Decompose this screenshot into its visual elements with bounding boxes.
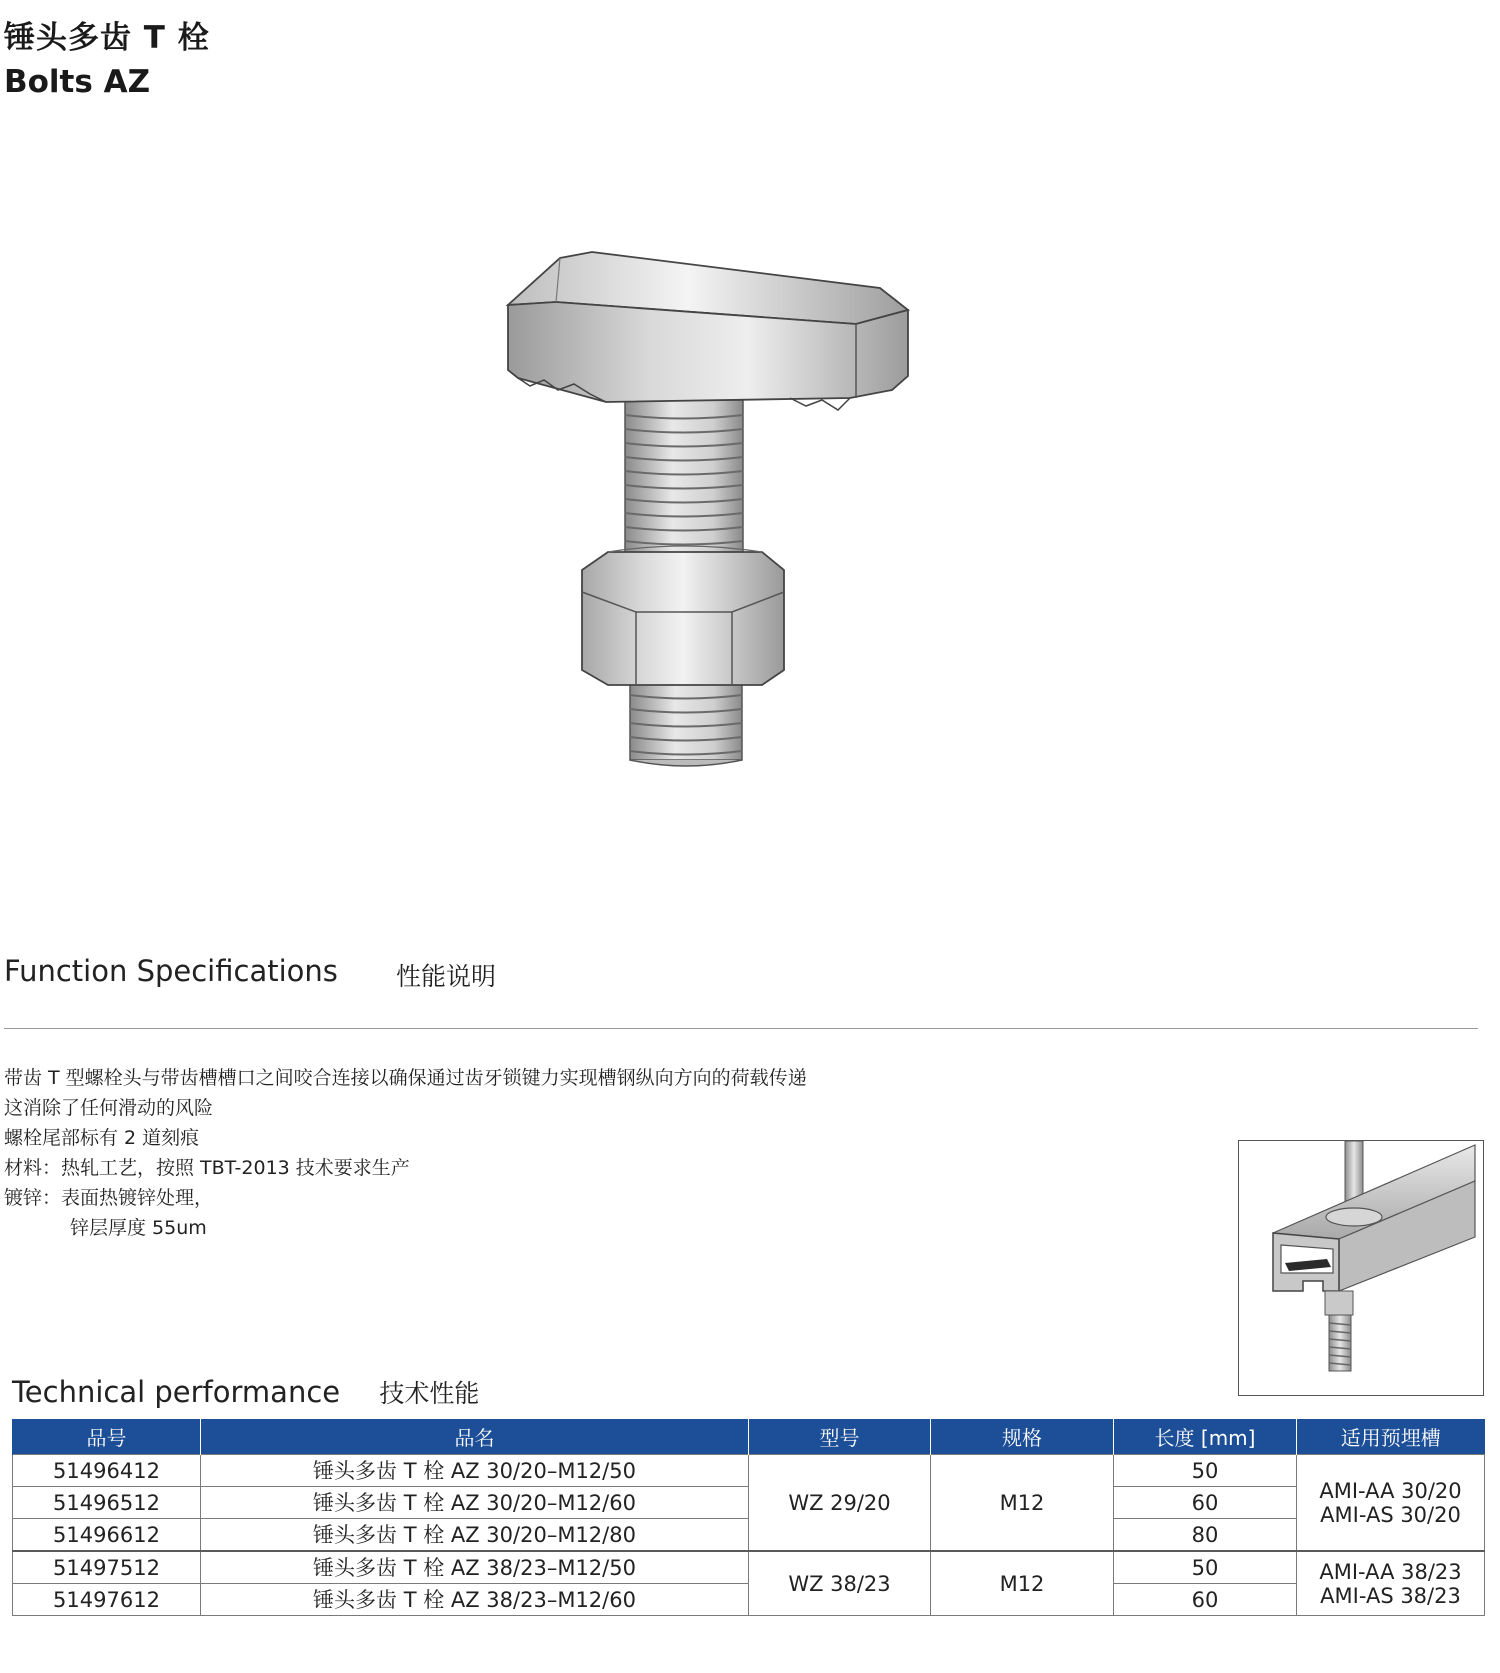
technical-spec-table: [12, 1419, 1485, 1616]
spec-line: 这消除了任何滑动的风险: [4, 1097, 214, 1119]
cell-name: 锤头多齿 T 栓 AZ 30/20–M12/80: [201, 1519, 749, 1552]
cell-spec: M12: [931, 1551, 1114, 1616]
hammer-head: [508, 252, 908, 410]
bolt-shaft-lower: [630, 680, 742, 760]
cell-code: 51497612: [13, 1584, 201, 1616]
t-bolt-illustration: [500, 240, 980, 830]
cell-model: WZ 29/20: [749, 1455, 931, 1552]
function-specs-text: [4, 1063, 807, 1243]
table-row: [13, 1551, 1485, 1584]
column-header-name: 品名: [201, 1419, 749, 1455]
column-header-length: 长度 [mm]: [1114, 1419, 1297, 1455]
channel-line: AMI-AS 38/23: [1320, 1583, 1461, 1608]
cell-channel: [1297, 1551, 1485, 1616]
cell-length: 50: [1114, 1551, 1297, 1584]
cell-name: 锤头多齿 T 栓 AZ 30/20–M12/60: [201, 1487, 749, 1519]
cell-code: 51496512: [13, 1487, 201, 1519]
cell-name: 锤头多齿 T 栓 AZ 38/23–M12/60: [201, 1584, 749, 1616]
column-header-spec: 规格: [931, 1419, 1114, 1455]
function-specs-heading-cn: 性能说明: [396, 962, 497, 991]
cell-model: WZ 38/23: [749, 1551, 931, 1616]
technical-heading: [12, 1374, 479, 1410]
installation-inset-image: [1238, 1140, 1484, 1396]
hex-nut: [582, 546, 784, 685]
spec-line: 材料：热轧工艺，按照 TBT-2013 技术要求生产: [4, 1157, 410, 1179]
section-divider: [4, 1028, 1478, 1029]
cell-length: 60: [1114, 1487, 1297, 1519]
function-specs-heading: [4, 954, 497, 991]
cell-length: 60: [1114, 1584, 1297, 1616]
channel-line: AMI-AA 30/20: [1319, 1478, 1462, 1503]
table-row: [13, 1455, 1485, 1487]
function-specs-heading-en: Function Specifications: [4, 954, 338, 988]
cell-channel: [1297, 1455, 1485, 1552]
column-header-model: 型号: [749, 1419, 931, 1455]
cell-length: 80: [1114, 1519, 1297, 1552]
column-header-channel: 适用预埋槽: [1297, 1419, 1485, 1455]
cell-code: 51496612: [13, 1519, 201, 1552]
technical-heading-cn: 技术性能: [379, 1379, 480, 1408]
spec-line: 螺栓尾部标有 2 道刻痕: [4, 1127, 200, 1149]
cell-name: 锤头多齿 T 栓 AZ 38/23–M12/50: [201, 1551, 749, 1584]
cell-length: 50: [1114, 1455, 1297, 1487]
spec-line: 带齿 T 型螺栓头与带齿槽槽口之间咬合连接以确保通过齿牙锁键力实现槽钢纵向方向的荷载传递: [4, 1067, 807, 1089]
column-header-code: 品号: [13, 1419, 201, 1455]
cell-spec: M12: [931, 1455, 1114, 1552]
technical-heading-en: Technical performance: [12, 1375, 341, 1409]
channel-line: AMI-AS 30/20: [1320, 1502, 1461, 1527]
cell-code: 51497512: [13, 1551, 201, 1584]
spec-line: 锌层厚度 55um: [70, 1217, 207, 1239]
page-title-en: Bolts AZ: [4, 64, 151, 100]
page-title-cn: 锤头多齿 T 栓: [4, 20, 210, 56]
cell-name: 锤头多齿 T 栓 AZ 30/20–M12/50: [201, 1455, 749, 1487]
table-header-row: [13, 1419, 1485, 1455]
spec-line: 镀锌：表面热镀锌处理，: [4, 1187, 214, 1209]
channel-line: AMI-AA 38/23: [1319, 1559, 1462, 1584]
cell-code: 51496412: [13, 1455, 201, 1487]
